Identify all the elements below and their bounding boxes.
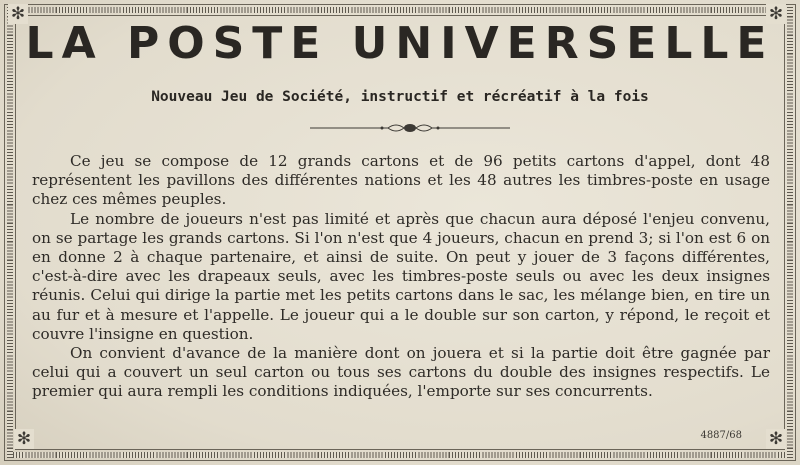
card-subtitle: Nouveau Jeu de Société, instructif et récréatif à la fois (151, 89, 649, 105)
rules-text (32, 152, 770, 402)
corner-ornament-icon: ✻ (8, 4, 28, 24)
corner-ornament-icon: ✻ (14, 429, 34, 449)
divider-ornament-icon (310, 121, 510, 135)
rules-paragraph: Le nombre de joueurs n'est pas limité et après que chacun aura déposé l'enjeu convenu, on se partage les grands cartons. Si l'on n'est que 4 joueurs, chacun en prend 3; si l'on est 6 on en donne 2 à chaque partenaire, et ainsi de suite. On peut y jouer de 3 façons différentes, c'est-à-dire avec les drapeaux seuls, avec les timbres-poste seuls ou avec les deux insignes réunis. Celui qui dirige la partie met les petits cartons dans le sac, les mélange bien, en tire un au fur et à mesure et l'appelle. Le joueur qui a le double sur son carton, y répond, le reçoit et couvre l'insigne en question. (32, 209, 770, 343)
card-title: LA POSTE UNIVERSELLE (25, 18, 775, 69)
corner-ornament-icon: ✻ (766, 429, 786, 449)
rules-paragraph: Ce jeu se compose de 12 grands cartons et de 96 petits cartons d'appel, dont 48 représentent les pavillons des différentes nations et les 48 autres les timbres-poste en usage chez ces mêmes peuples. (32, 152, 770, 209)
corner-ornament-icon: ✻ (766, 4, 786, 24)
rules-paragraph: On convient d'avance de la manière dont on jouera et si la partie doit être gagnée par celui qui a couvert un seul carton ou tous ses cartons du double des insignes respectifs. Le premier qui aura rempli les conditions indiquées, l'emporte sur ses concurrents. (32, 344, 770, 401)
reference-number: 4887/68 (700, 430, 742, 441)
